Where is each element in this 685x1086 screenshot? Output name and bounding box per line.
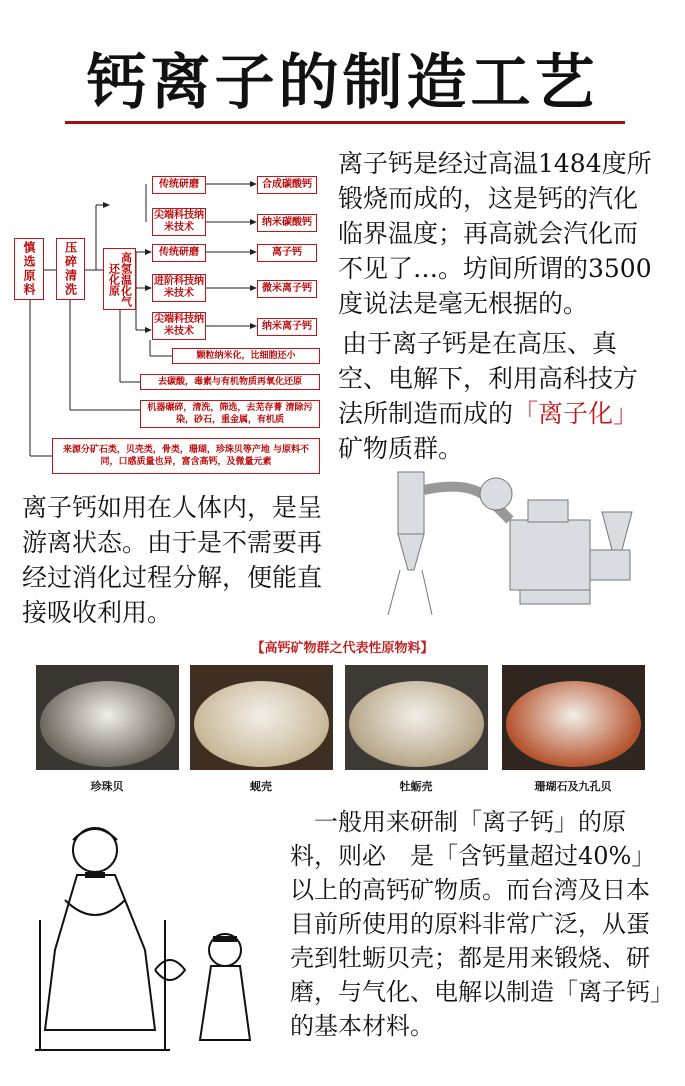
body-line: 游离状态。由于是不需要再 bbox=[22, 528, 323, 557]
flow-node-advanced-nano: 进阶科技纳米技术 bbox=[152, 274, 206, 302]
intro-line: 空、电解下，利用高科技方 bbox=[338, 364, 639, 393]
intro-line bbox=[338, 396, 678, 431]
flow-note-source: 来源分矿石类，贝壳类，骨类，珊瑚，珍珠贝等产地 与原料不同，口感质量也异，富含高钙，及微量元素 bbox=[52, 438, 320, 474]
intro-paragraph-1 bbox=[338, 146, 678, 321]
flow-result-micro-ionic-calcium: 微米离子钙 bbox=[257, 280, 317, 298]
flow-node-crush-wash: 压碎清洗 bbox=[56, 238, 85, 300]
caption-pearl-shell: 珍珠贝 bbox=[90, 780, 124, 793]
body-line: 离子钙如用在人体内，是呈 bbox=[22, 493, 323, 522]
intro-line: 锻烧而成的，这是钙的汽化 bbox=[338, 184, 639, 213]
flow-node-cutting-edge-nano: 尖端科技纳米技术 bbox=[152, 312, 206, 340]
page-title: 钙离子的制造工艺 bbox=[86, 48, 599, 118]
body-line: 接吸收利用。 bbox=[22, 598, 173, 627]
material-photo-clam-shell bbox=[190, 665, 333, 770]
bottom-line: 目前所使用的原料非常广泛，从蛋 bbox=[290, 910, 650, 938]
caption-coral: 珊瑚石及九孔贝 bbox=[534, 780, 612, 793]
ancient-figures-illustration bbox=[15, 800, 280, 1070]
absorption-paragraph bbox=[22, 490, 377, 630]
caption-oyster-shell: 牡蛎壳 bbox=[399, 780, 433, 793]
flow-node-raw-material: 慎选原料 bbox=[14, 238, 44, 300]
material-photo-coral bbox=[502, 665, 645, 770]
flow-node-traditional-grind: 传统研磨 bbox=[152, 176, 206, 194]
flow-node-traditional-grind-2: 传统研磨 bbox=[152, 244, 206, 262]
flow-result-synthetic-carbonate: 合成碳酸钙 bbox=[257, 176, 317, 194]
material-photo-oyster-shell bbox=[345, 665, 488, 770]
material-photo-pearl-shell bbox=[36, 665, 179, 770]
process-flow-diagram bbox=[0, 160, 330, 480]
flow-node-reduction: 高氢温化气还化原 bbox=[103, 248, 136, 310]
bottom-line: 的基本材料。 bbox=[290, 1012, 434, 1040]
body-line: 经过消化过程分解，便能直 bbox=[22, 563, 323, 592]
flow-node-nano-tech: 尖端科技纳米技术 bbox=[152, 208, 206, 236]
intro-line: 由于离子钙是在高压、真 bbox=[342, 329, 618, 358]
flow-note-nano: 颗粒纳米化，比细胞还小 bbox=[172, 348, 320, 364]
flow-result-nano-ionic-calcium: 纳米离子钙 bbox=[257, 318, 317, 336]
caption-clam-shell: 蚬壳 bbox=[250, 780, 272, 793]
title-underline bbox=[65, 121, 625, 124]
pearl-shell-pile bbox=[40, 681, 175, 767]
intro-paragraph-2 bbox=[338, 326, 678, 466]
intro-line: 离子钙是经过高温1484度所 bbox=[338, 149, 652, 178]
bottom-line: 以上的高钙矿物质。而台湾及日本 bbox=[290, 876, 650, 904]
materials-title: 【高钙矿物群之代表性原物料】 bbox=[251, 641, 434, 656]
intro-line: 不见了…。坊间所谓的3500 bbox=[338, 254, 652, 283]
intro-line: 矿物质群。 bbox=[338, 434, 464, 463]
ionized-highlight: 「离子化」 bbox=[513, 399, 639, 428]
flow-note-decarbonate: 去碳酸，毒素与有机物质再氧化还原 bbox=[140, 374, 320, 390]
grinding-machine-illustration bbox=[370, 460, 680, 640]
bottom-line: 壳到牡蛎贝壳；都是用来锻烧、研 bbox=[290, 944, 650, 972]
coral-pile bbox=[506, 681, 641, 767]
intro-line: 度说法是毫无根据的。 bbox=[338, 289, 589, 318]
intro-line: 临界温度；再高就会汽化而 bbox=[338, 219, 639, 248]
bottom-line: 一般用来研制「离子钙」的原 bbox=[314, 808, 626, 836]
bottom-paragraph bbox=[290, 805, 680, 1043]
flow-result-nano-carbonate: 纳米碳酸钙 bbox=[257, 214, 317, 232]
flow-result-ionic-calcium: 离子钙 bbox=[257, 244, 317, 262]
bottom-line: 磨，与气化、电解以制造「离子钙」 bbox=[290, 978, 674, 1006]
bottom-line: 料，则必 是「含钙量超过40%」 bbox=[290, 842, 656, 870]
intro-text: 法所制造而成的 bbox=[338, 399, 514, 428]
oyster-shell-pile bbox=[349, 681, 484, 767]
flow-note-crushing: 机器碾碎，清洗，筛选，去芜存菁 清除污染，砂石，重金属，有机质 bbox=[140, 400, 320, 428]
clam-shell-pile bbox=[194, 681, 329, 767]
